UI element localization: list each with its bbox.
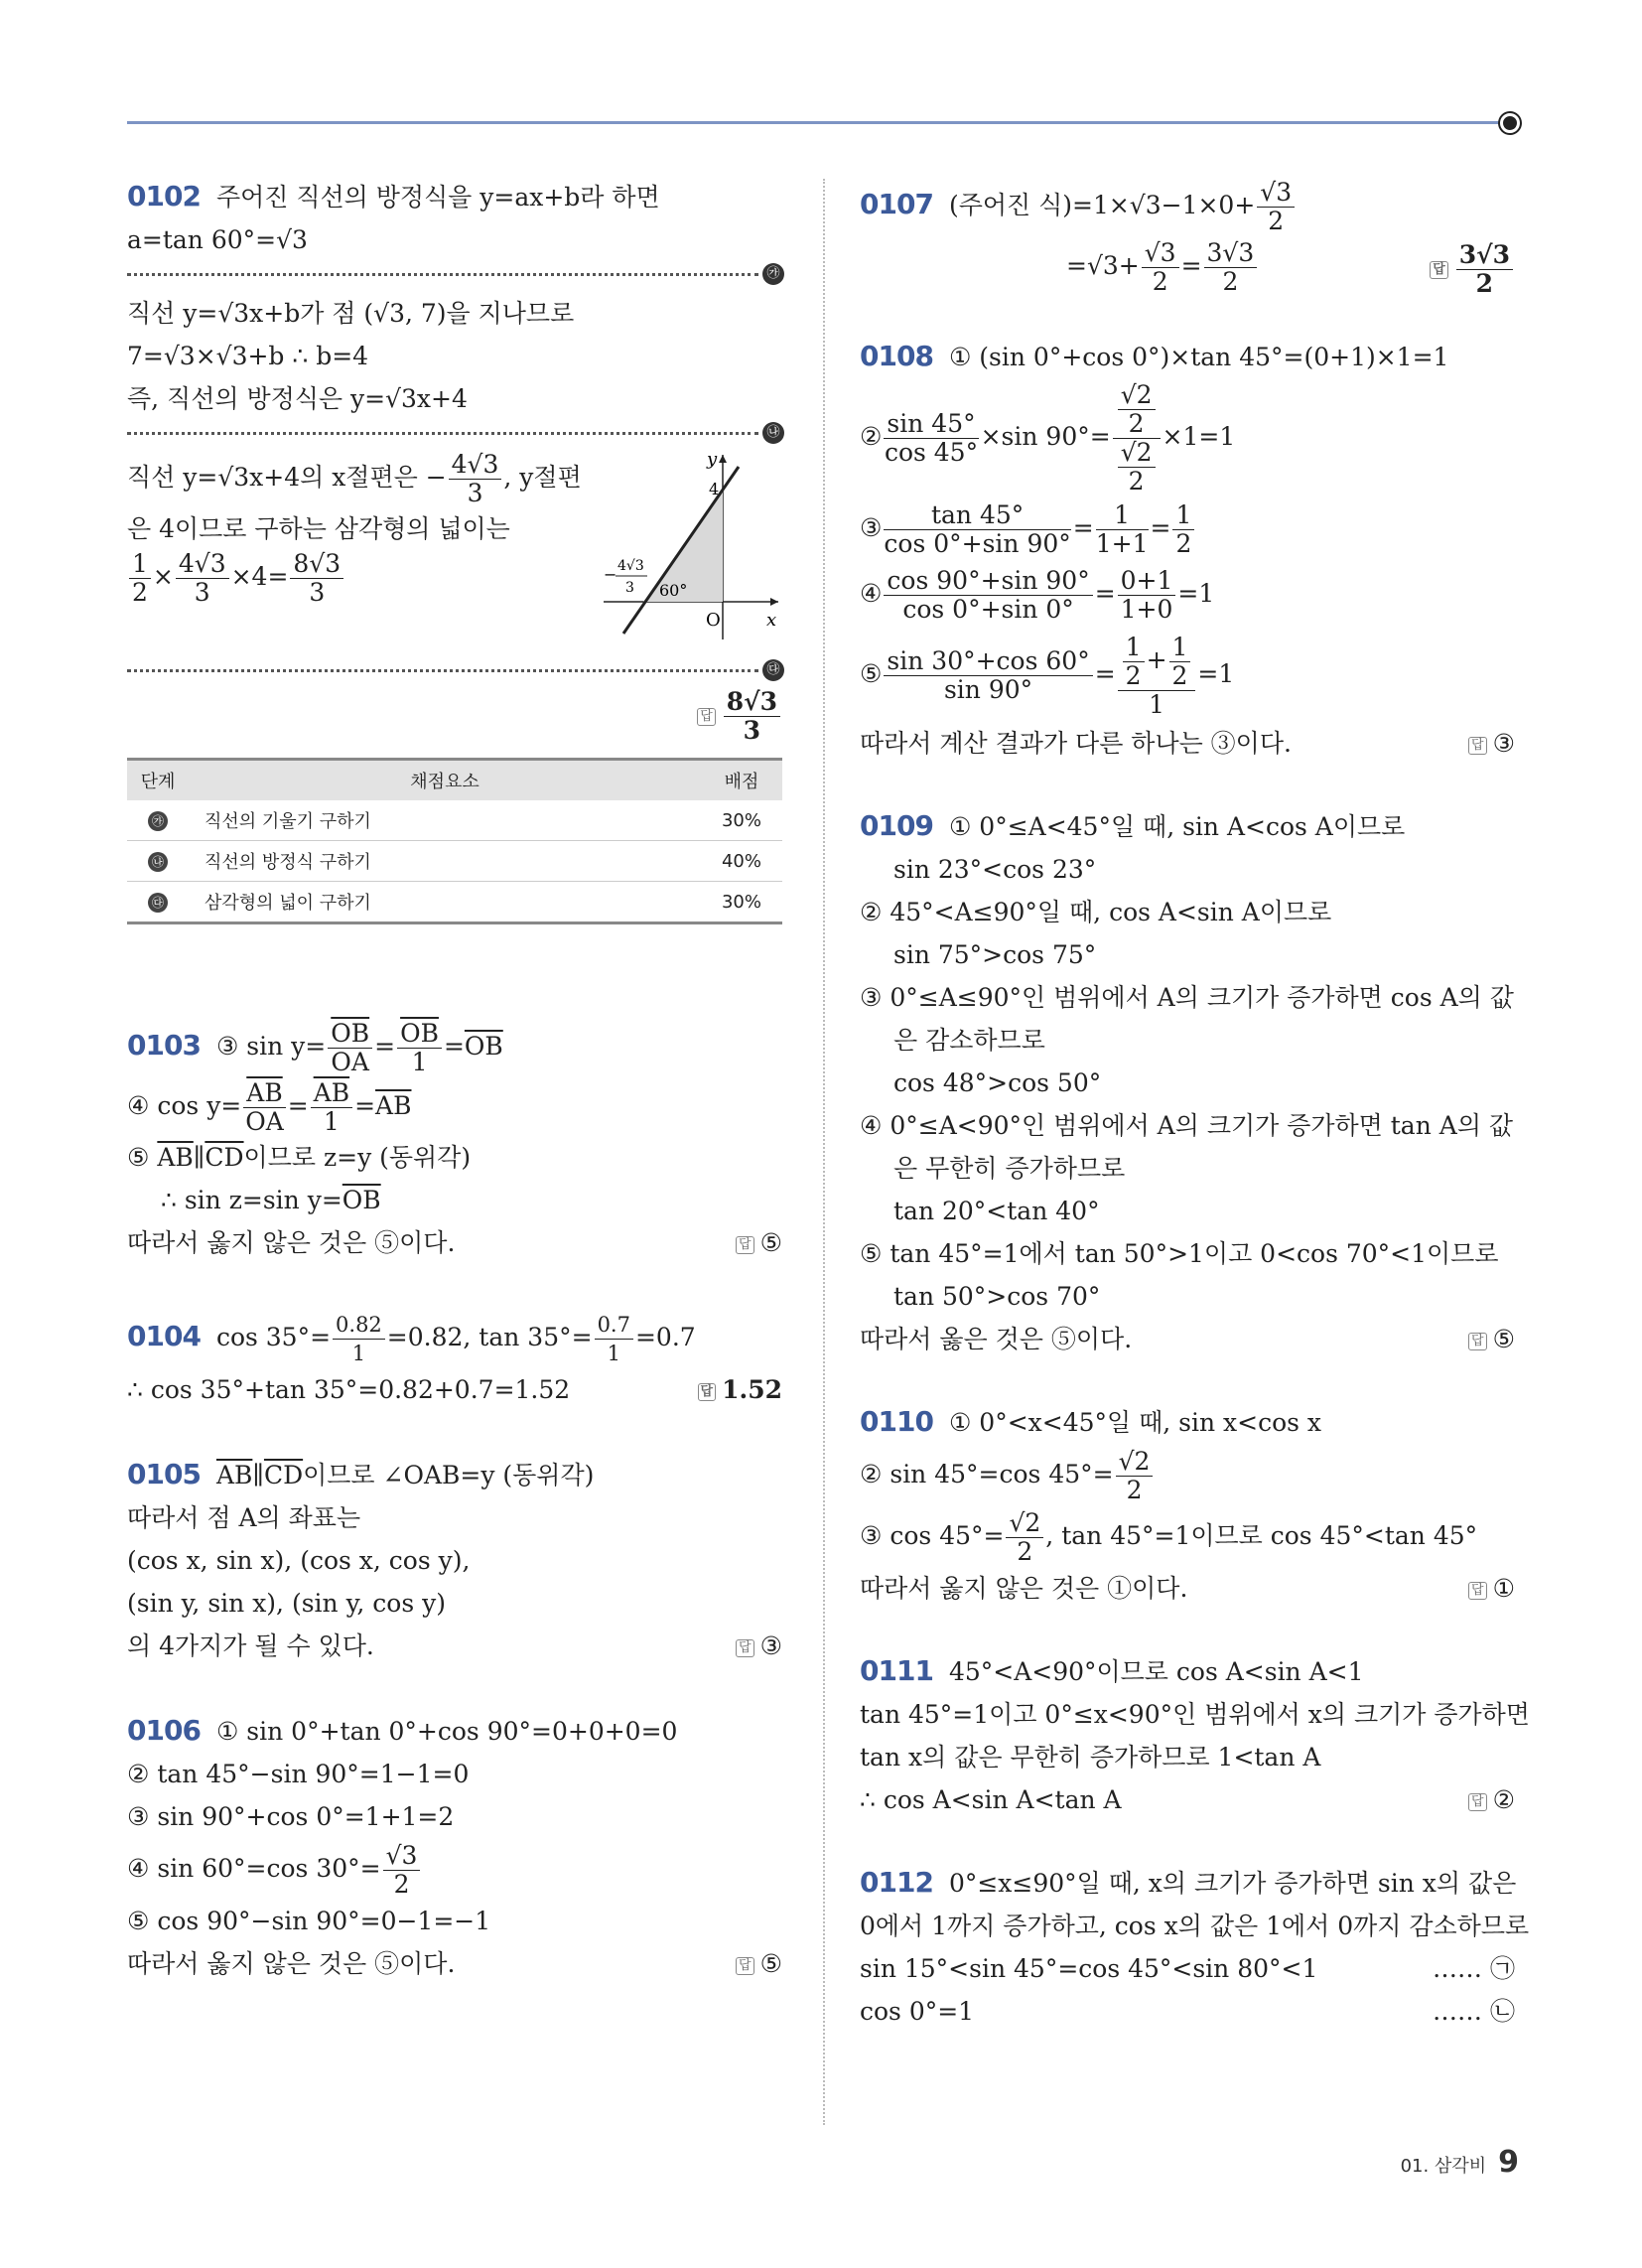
problem-0111: 0111 45°<A<90°이므로 cos A<sin A<1 tan 45°=1이고 0°≤x<90°인 범위에서 x의 크기가 증가하면 tan x의 값은 무한히 증가하므로 1<tan A ∴ cos A<sin A<tan A 답 ②	[860, 1649, 1515, 1821]
step-divider	[127, 425, 780, 440]
problem-0107: 0107 (주어진 식)=1×√3−1×0+ $\frac{√3}{2}$ =√3+ $\frac{√3}{2}$ = $\frac{3√3}{2}$ 답 $\frac{3√3}{2}$	[860, 175, 1515, 297]
fraction: $\frac{8√3}{3}$	[724, 688, 780, 745]
answer-icon: 답	[736, 1236, 754, 1254]
problem-number: 0112	[860, 1866, 933, 1899]
chapter-title: 01. 삼각비	[1400, 2156, 1487, 2177]
problem-number: 0111	[860, 1654, 933, 1687]
origin-label: O	[706, 610, 721, 631]
problem-number: 0109	[860, 809, 933, 842]
answer-icon: 답	[697, 708, 716, 726]
problem-0103: 0103 ③ sin y= $\frac{\overline{OB}}{OA}$ = $\frac{\overline{OB}}{1}$ $=\overline{OB}$ ④ cos y= $\frac{\overline{AB}}{OA}$ = $\frac{\overline{AB}}{1}$ $=\overline{AB}$ ⑤ $\overline{AB}\parallel\overline{CD}$이므로 z=y (동위각) ∴ sin z=sin $y=\overline{OB}$ 따라서 옳지 않은 것은 ⑤이다. 답 ⑤	[127, 1016, 782, 1264]
table-row: ㉰ 삼각형의 넓이 구하기 30%	[127, 882, 782, 923]
x-axis-arrow	[770, 598, 778, 606]
x-intercept-minus: −	[604, 565, 617, 584]
table-row: ㉮ 직선의 기울기 구하기 30%	[127, 800, 782, 841]
step-divider	[127, 662, 780, 677]
problem-number: 0110	[860, 1405, 933, 1438]
scoring-table: 단계 채점요소 배점 ㉮ 직선의 기울기 구하기 30% ㉯ 직선의 방정식 구하기 40% ㉰ 삼각형의 넓이 구하기 30%	[127, 758, 782, 924]
problem-number: 0103	[127, 1029, 201, 1062]
problem-number: 0108	[860, 340, 933, 372]
problem-0109: 0109 ① 0°≤A<45°일 때, sin A<cos A이므로 sin 23°<cos 23° ② 45°<A≤90°일 때, cos A<sin A이므로 sin 75°>cos 75° ③ 0°≤A≤90°인 범위에서 A의 크기가 증가하면 cos A의 값 은 감소하므로 cos 48°>cos 50° ④ 0°≤A<90°인 범위에서 A의 크기가 증가하면 tan A의 값 은 무한히 증가하므로 tan 20°<tan 40° ⑤ tan 45°=1에서 tan 50°>1이고 0<cos 70°<1이므로 tan 50°>cos 70° 따라서 옳은 것은 ⑤이다. 답 ⑤	[860, 804, 1515, 1360]
answer	[697, 688, 782, 745]
line-graph	[604, 445, 782, 643]
answer-icon: 답	[1468, 737, 1487, 755]
problem-0102: 0102 주어진 직선의 방정식을 y=ax+b라 하면 a=tan 60°=√3 ㉮ 직선 y=√3x+b가 점 (√3, 7)을 지나므로 7=√3×√3+b ∴ b=4 즉, 직선의 방정식은 y=√3x+4 ㉯ 직선 y=√3x+4의 x절편은 − $\frac{4√3}{3}$ , y절편 은 4이므로 구하는 삼각형의 넓이는 $\frac{1}{2}$ × $\frac{4√3}{3}$ ×4= $\frac{8√3}{3}$ y x O 4 60° − 4√3 3 ㉰ 답 $\frac{8√3}{3}$	[127, 175, 782, 752]
answer: 답 ②	[1468, 1778, 1515, 1821]
answer: 답 $\frac{3√3}{2}$	[1430, 237, 1515, 299]
left-column	[127, 175, 782, 1985]
problem-number: 0105	[127, 1458, 201, 1490]
answer-icon: 답	[1468, 1582, 1487, 1600]
step-divider	[127, 266, 780, 281]
answer: 답 ⑤	[1468, 1318, 1515, 1360]
fraction: $\frac{4√3}{3}$	[176, 550, 229, 607]
fraction: $\frac{4√3}{3}$	[449, 451, 502, 507]
answer-icon: 답	[698, 1383, 717, 1401]
problem-0108: 0108 ① (sin 0°+cos 0°)×tan 45°=(0+1)×1=1 ② $\frac{\sin 45^\circ}{\cos 45^\circ}$ ×sin 90°= $\frac{\frac{√2}{2}}{\frac{√2}{2}}$ ×1=1 ③ $\frac{\tan 45^\circ}{\cos 0^\circ+\sin 90^\circ}$ = $\frac{1}{1+1}$ = $\frac{1}{2}$ ④ $\frac{\cos 90^\circ+\sin 90^\circ}{\cos 0^\circ+\sin 0^\circ}$ = $\frac{0+1}{1+0}$ =1 ⑤ $\frac{\sin 30^\circ+\cos 60^\circ}{\sin 90^\circ}$ = $\frac{1}{2}$ + $\frac{1}{2}$ 1 =1 따라서 계산 결과가 다른 하나는 ③이다. 답 ③	[860, 335, 1515, 765]
answer: 답 ⑤	[736, 1942, 782, 1985]
problem-0110: 0110 ① 0°<x<45°일 때, sin x<cos x ② sin 45°=cos 45°= $\frac{√2}{2}$ ③ cos 45°= $\frac{√2}{2}$ , tan 45°=1이므로 cos 45°<tan 45° 따라서 옳지 않은 것은 ①이다. 답 ①	[860, 1400, 1515, 1610]
answer-icon: 답	[1468, 1793, 1487, 1811]
step-mark: ㉯	[762, 422, 784, 444]
equation-tag: …… ㉠	[1433, 1954, 1515, 1983]
problem-number: 0107	[860, 188, 933, 220]
top-rule	[127, 121, 1509, 124]
answer: 답 ⑤	[736, 1221, 782, 1264]
fraction: $\frac{1}{2}$	[129, 550, 151, 607]
problem-0112: 0112 0°≤x≤90°일 때, x의 크기가 증가하면 sin x의 값은 0에서 1까지 증가하고, cos x의 값은 1에서 0까지 감소하므로 sin 15°<sin 45°=cos 45°<sin 80°<1 …… ㉠ cos 0°=1 …… ㉡	[860, 1861, 1515, 2033]
problem-number: 0106	[127, 1714, 201, 1747]
problem-number: 0102	[127, 180, 201, 213]
x-intercept-num: 4√3	[617, 558, 644, 574]
problem-0104: 0104 cos 35°= $\frac{0.82}{1}$ =0.82, tan 35°= $\frac{0.7}{1}$ =0.7 ∴ cos 35°+tan 35°=0.82+0.7=1.52 답 1.52	[127, 1306, 782, 1411]
answer: 답 ③	[1468, 722, 1515, 765]
answer: 답 ③	[736, 1625, 782, 1667]
y-label: y	[707, 449, 718, 470]
answer: 답 1.52	[698, 1368, 782, 1411]
fraction: $\frac{8√3}{3}$	[290, 550, 343, 607]
right-column	[860, 175, 1530, 2033]
angle-label: 60°	[659, 581, 688, 600]
problem-0105: 0105 $\overline{AB}\parallel\overline{CD}$이므로 ∠OAB=y (동위각) 따라서 점 A의 좌표는 (cos x, sin x), (cos x, cos y), (sin y, sin x), (sin y, cos y) 의 4가지가 될 수 있다. 답 ③	[127, 1453, 782, 1667]
page-number: 9	[1498, 2145, 1519, 2180]
step-mark: ㉰	[762, 659, 784, 681]
answer-icon: 답	[1468, 1333, 1487, 1350]
top-rule-dot	[1500, 113, 1520, 133]
y-axis-arrow	[719, 455, 727, 463]
answer-icon: 답	[736, 1957, 754, 1975]
y-intercept-label: 4	[709, 480, 720, 498]
equation-tag: …… ㉡	[1433, 1997, 1515, 2026]
x-label: x	[766, 610, 777, 631]
page-footer	[1401, 2145, 1519, 2180]
step-mark: ㉮	[762, 263, 784, 285]
problem-0106: 0106 ① sin 0°+tan 0°+cos 90°=0+0+0=0 ② tan 45°−sin 90°=1−1=0 ③ sin 90°+cos 0°=1+1=2 ④ sin 60°=cos 30°= $\frac{√3}{2}$ ⑤ cos 90°−sin 90°=0−1=−1 따라서 옳지 않은 것은 ⑤이다. 답 ⑤	[127, 1709, 782, 1985]
problem-number: 0104	[127, 1320, 201, 1352]
table-row: ㉯ 직선의 방정식 구하기 40%	[127, 841, 782, 882]
x-intercept-den: 3	[625, 580, 634, 596]
column-separator	[823, 179, 825, 2125]
answer: 답 ①	[1468, 1567, 1515, 1610]
answer-icon: 답	[1430, 261, 1448, 279]
answer-icon: 답	[736, 1639, 754, 1657]
